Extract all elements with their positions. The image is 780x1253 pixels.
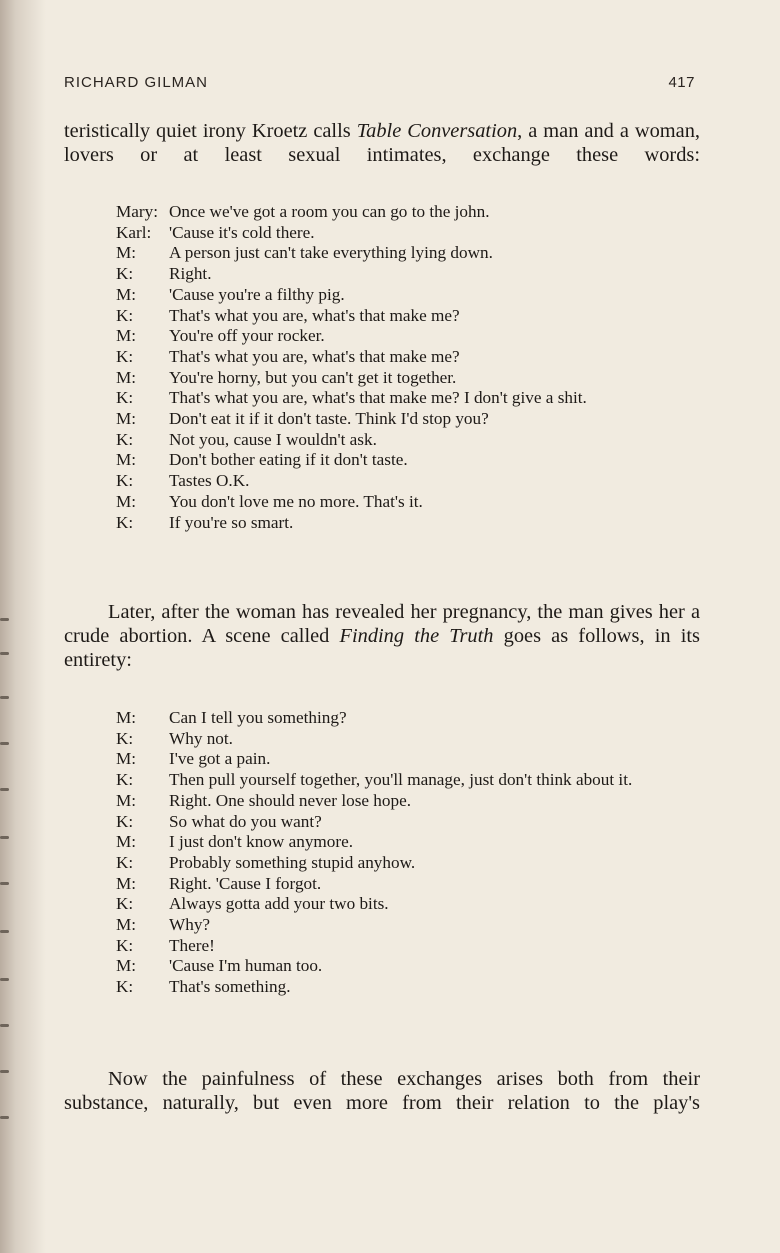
dialogue-line bbox=[116, 450, 658, 471]
dialogue-line bbox=[116, 956, 658, 977]
speech-text: 'Cause it's cold there. bbox=[169, 222, 315, 242]
speech-text: I've got a pain. bbox=[169, 749, 271, 769]
dialogue-line bbox=[116, 749, 658, 770]
speaker-label: K: bbox=[116, 852, 134, 872]
speaker-label: K: bbox=[116, 512, 134, 532]
play-title-finding-the-truth: Finding the Truth bbox=[339, 625, 494, 647]
dialogue-line bbox=[116, 368, 658, 389]
dialogue-line bbox=[116, 977, 658, 998]
speech-text: Right. One should never lose hope. bbox=[169, 790, 412, 810]
speech-text: Always gotta add your two bits. bbox=[169, 894, 389, 914]
speaker-label: K: bbox=[116, 811, 134, 831]
page-number: 417 bbox=[668, 74, 695, 91]
running-head-title: RICHARD GILMAN bbox=[64, 74, 209, 91]
running-header bbox=[64, 74, 695, 91]
speaker-label: M: bbox=[116, 956, 137, 976]
speech-text: So what do you want? bbox=[169, 811, 322, 831]
dialogue-line bbox=[116, 853, 658, 874]
speech-text: You're horny, but you can't get it together. bbox=[169, 367, 457, 387]
speech-text: You don't love me no more. That's it. bbox=[169, 491, 423, 511]
dialogue-line bbox=[116, 729, 658, 750]
speech-text: Why not. bbox=[169, 728, 233, 748]
speaker-label: M: bbox=[116, 491, 137, 511]
speaker-label: M: bbox=[116, 450, 137, 470]
speech-text: That's what you are, what's that make me? bbox=[169, 305, 460, 325]
speech-text: Then pull yourself together, you'll manage, just don't think about it. bbox=[169, 770, 633, 790]
speech-text: Not you, cause I wouldn't ask. bbox=[169, 429, 377, 449]
dialogue-line bbox=[116, 513, 658, 534]
dialogue-line bbox=[116, 347, 658, 368]
speech-text: Don't eat it if it don't taste. Think I'd stop you? bbox=[169, 409, 489, 429]
dialogue-line bbox=[116, 430, 658, 451]
play-title-table-conversation: Table Conversation bbox=[356, 120, 518, 142]
dialogue-line bbox=[116, 812, 658, 833]
speech-text: That's something. bbox=[169, 977, 291, 997]
dialogue-line bbox=[116, 223, 658, 244]
speaker-label: K: bbox=[116, 977, 134, 997]
speaker-label: K: bbox=[116, 728, 134, 748]
dialogue-line bbox=[116, 791, 658, 812]
speaker-label: Karl: bbox=[116, 222, 152, 242]
dialogue-line bbox=[116, 708, 658, 729]
speaker-label: K: bbox=[116, 429, 134, 449]
speaker-label: M: bbox=[116, 832, 137, 852]
speaker-label: M: bbox=[116, 708, 137, 727]
speaker-label: K: bbox=[116, 471, 134, 491]
speaker-label: M: bbox=[116, 409, 137, 429]
binding-stitch-marks bbox=[0, 600, 12, 1160]
speaker-label: K: bbox=[116, 935, 134, 955]
speech-text: Right. bbox=[169, 264, 212, 284]
speaker-label: M: bbox=[116, 915, 137, 935]
speaker-label: M: bbox=[116, 243, 137, 263]
speaker-label: K: bbox=[116, 264, 134, 284]
speech-text: Probably something stupid anyhow. bbox=[169, 852, 416, 872]
speaker-label: M: bbox=[116, 873, 137, 893]
speech-text: That's what you are, what's that make me? bbox=[169, 346, 460, 366]
dialogue-line bbox=[116, 915, 658, 936]
dialogue-line bbox=[116, 936, 658, 957]
speech-text: You're off your rocker. bbox=[169, 326, 325, 346]
dialogue-line bbox=[116, 326, 658, 347]
dialogue-line bbox=[116, 388, 658, 409]
later-paragraph bbox=[64, 600, 700, 672]
speech-text: If you're so smart. bbox=[169, 512, 294, 532]
later-text-start: Later, after the woman has revealed her pregnancy, the man gives her a crude abortion. A scene called bbox=[64, 601, 700, 647]
speech-text: Can I tell you something? bbox=[169, 708, 347, 727]
speaker-label: M: bbox=[116, 326, 137, 346]
closing-paragraph: Now the painfulness of these exchanges arises both from their substance, naturally, but even more from their relation to the play's bbox=[64, 1068, 700, 1114]
dialogue-line bbox=[116, 285, 658, 306]
speech-text: Right. 'Cause I forgot. bbox=[169, 873, 322, 893]
speaker-label: K: bbox=[116, 346, 134, 366]
dialogue-line bbox=[116, 894, 658, 915]
speaker-label: M: bbox=[116, 284, 137, 304]
intro-paragraph bbox=[64, 119, 700, 167]
dialogue-line bbox=[116, 832, 658, 853]
dialogue-table-conversation bbox=[116, 202, 658, 533]
dialogue-line bbox=[116, 471, 658, 492]
speaker-label: K: bbox=[116, 894, 134, 914]
dialogue-line bbox=[116, 770, 658, 791]
dialogue-line bbox=[116, 202, 658, 223]
dialogue-line bbox=[116, 264, 658, 285]
speech-text: Tastes O.K. bbox=[169, 471, 250, 491]
speaker-label: M: bbox=[116, 367, 137, 387]
speech-text: A person just can't take everything lying down. bbox=[169, 243, 493, 263]
speaker-label: Mary: bbox=[116, 202, 159, 221]
dialogue-line bbox=[116, 492, 658, 513]
dialogue-line bbox=[116, 306, 658, 327]
speech-text: There! bbox=[169, 935, 215, 955]
dialogue-line bbox=[116, 874, 658, 895]
speaker-label: K: bbox=[116, 388, 134, 408]
speech-text: I just don't know anymore. bbox=[169, 832, 354, 852]
speech-text: Don't bother eating if it don't taste. bbox=[169, 450, 408, 470]
speech-text: 'Cause I'm human too. bbox=[169, 956, 323, 976]
speaker-label: M: bbox=[116, 790, 137, 810]
later-text-end: goes as follows, in its entirety: bbox=[64, 625, 700, 671]
speech-text: Why? bbox=[169, 915, 211, 935]
speech-text: That's what you are, what's that make me? I don't give a shit. bbox=[169, 388, 587, 408]
speaker-label: K: bbox=[116, 305, 134, 325]
dialogue-line bbox=[116, 243, 658, 264]
speaker-label: K: bbox=[116, 770, 134, 790]
dialogue-line bbox=[116, 409, 658, 430]
speaker-label: M: bbox=[116, 749, 137, 769]
speech-text: Once we've got a room you can go to the john. bbox=[169, 202, 490, 221]
intro-text-end: , a man and a woman, lovers or at least sexual intimates, exchange these words: bbox=[64, 120, 700, 166]
dialogue-finding-the-truth bbox=[116, 708, 658, 998]
speech-text: 'Cause you're a filthy pig. bbox=[169, 284, 345, 304]
intro-text-start: teristically quiet irony Kroetz calls bbox=[64, 120, 357, 142]
